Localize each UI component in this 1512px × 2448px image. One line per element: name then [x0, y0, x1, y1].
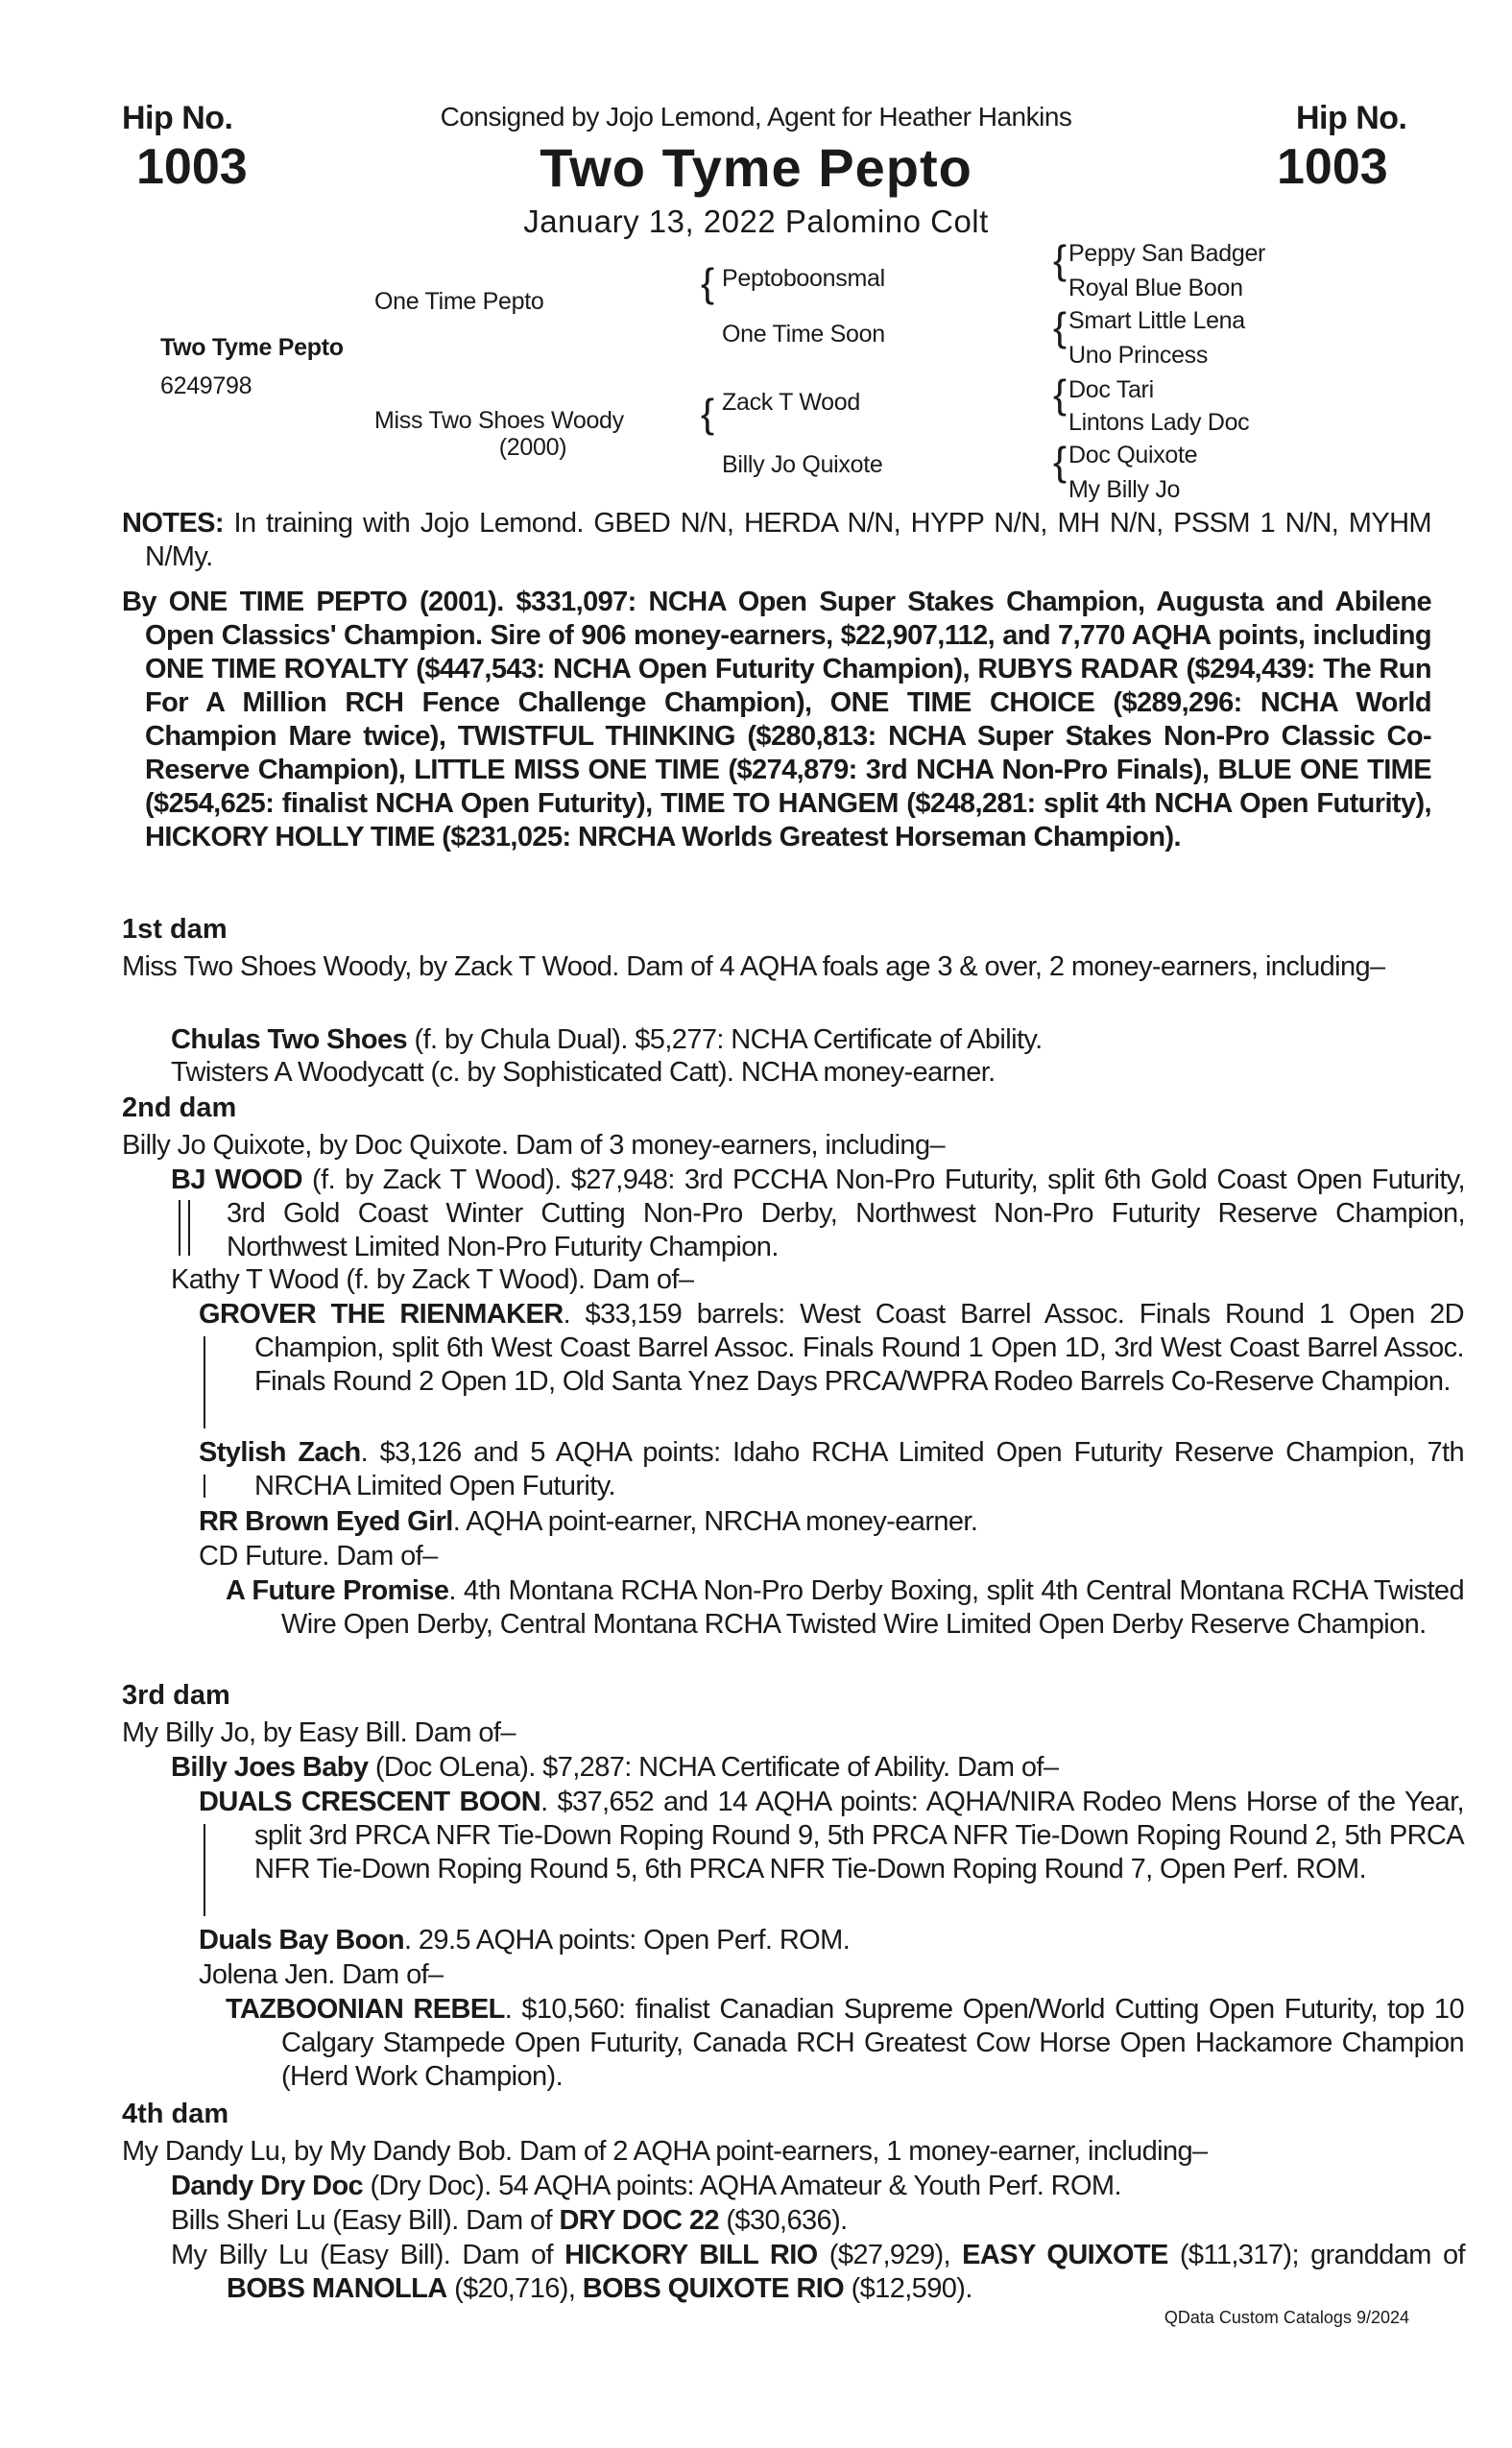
dandy-dry-doc-entry: [171, 2170, 1121, 2203]
chulas-two-shoes: Chulas Two Shoes: [171, 1024, 408, 1055]
duals-bay-boon-entry: [199, 1924, 850, 1957]
brace-g2: {: [1053, 304, 1068, 349]
chulas-two-shoes-text: (f. by Chula Dual). $5,277: NCHA Certificate of Ability.: [407, 1024, 1043, 1055]
duals-crescent-boon-text: . $37,652 and 14 AQHA points: AQHA/NIRA Rodeo Mens Horse of the Year, split 3rd PRCA NFR Tie-Down Roping Round 9, 5th PRCA NFR Tie-Down Roping Round 2, 5th PRCA NFR Tie-Down Roping Round 5, 6th PRCA NFR Tie-Down Roping Round 7, Open Perf. ROM.: [254, 1787, 1464, 1884]
bobs-manolla: BOBS MANOLLA: [227, 2273, 447, 2304]
rr-brown-eyed-girl-entry: [199, 1505, 977, 1539]
second-dam-heading: 2nd dam: [122, 1092, 237, 1123]
dry-doc-22-earnings: ($30,636).: [718, 2205, 848, 2236]
bj-wood-entry: [171, 1164, 1465, 1264]
first-dam-intro: Miss Two Shoes Woody, by Zack T Wood. Dam of 4 AQHA foals age 3 & over, 2 money-earners, including–: [122, 951, 1385, 982]
pedigree-g1: Peppy San Badger: [1068, 240, 1266, 267]
bobs-quixote-rio: BOBS QUIXOTE RIO: [582, 2273, 845, 2304]
pedigree-g2: Royal Blue Boon: [1068, 275, 1243, 301]
pedigree-g6: Lintons Lady Doc: [1068, 409, 1250, 436]
duals-bay-boon: Duals Bay Boon: [199, 1925, 404, 1956]
bills-sheri-lu-text: Bills Sheri Lu (Easy Bill). Dam of: [171, 2205, 560, 2236]
dandy-dry-doc-text: (Dry Doc). 54 AQHA points: AQHA Amateur & Youth Perf. ROM.: [363, 2171, 1121, 2201]
pedigree-registration: 6249798: [160, 372, 252, 399]
brace-sire-side: {: [701, 260, 715, 305]
notes-label: NOTES:: [122, 508, 224, 539]
pedigree-subject: Two Tyme Pepto: [160, 334, 344, 361]
brace-g1: {: [1053, 237, 1068, 282]
pedigree-dam: Miss Two Shoes Woody: [374, 407, 624, 434]
grover-text: . $33,159 barrels: West Coast Barrel Assoc. Finals Round 1 Open 2D Champion, split 6th West Coast Barrel Assoc. Finals Round 1 Open 1D, 3rd West Coast Barrel Assoc. Finals Round 2 Open 1D, Old Santa Ynez Days PRCA/WPRA Rodeo Barrels Co-Reserve Champion.: [254, 1299, 1464, 1397]
second-dam-intro: Billy Jo Quixote, by Doc Quixote. Dam of 3 money-earners, including–: [122, 1130, 945, 1161]
bobs-manolla-earnings: ($20,716),: [446, 2273, 583, 2304]
bobs-quixote-rio-earnings: ($12,590).: [844, 2273, 972, 2304]
a-future-promise-text: . 4th Montana RCHA Non-Pro Derby Boxing, split 4th Central Montana RCHA Twisted Wire Open Derby, Central Montana RCHA Twisted Wire Limited Open Derby Reserve Champion.: [281, 1575, 1464, 1640]
a-future-promise-entry: [226, 1574, 1464, 1642]
rr-brown-eyed-girl: RR Brown Eyed Girl: [199, 1506, 453, 1537]
jolena-jen: Jolena Jen. Dam of–: [199, 1959, 444, 1990]
kathy-t-wood: Kathy T Wood (f. by Zack T Wood). Dam of–: [171, 1264, 694, 1295]
notes-paragraph: [122, 507, 1431, 574]
billy-joes-baby-text: (Doc OLena). $7,287: NCHA Certificate of Ability. Dam of–: [368, 1752, 1059, 1783]
bj-wood-rule-1: [179, 1200, 180, 1256]
pedigree-g8: My Billy Jo: [1068, 476, 1181, 503]
my-billy-lu-text: My Billy Lu (Easy Bill). Dam of: [171, 2240, 565, 2270]
pedigree-g4: Uno Princess: [1068, 342, 1209, 369]
cd-future: CD Future. Dam of–: [199, 1541, 438, 1572]
bills-sheri-lu-entry: [171, 2204, 848, 2238]
pedigree-sire: One Time Pepto: [374, 288, 544, 315]
my-billy-lu-entry: [171, 2239, 1465, 2306]
pedigree-sire-sire: Peptoboonsmal: [722, 265, 885, 292]
consignor-line: Consigned by Jojo Lemond, Agent for Heather Hankins: [440, 102, 1072, 132]
duals-crescent-boon-rule: [204, 1824, 205, 1916]
tazboonian-rebel: TAZBOONIAN REBEL: [226, 1994, 505, 2025]
brace-g4: {: [1053, 439, 1068, 484]
third-dam-intro: My Billy Jo, by Easy Bill. Dam of–: [122, 1717, 516, 1748]
grover-the-rienmaker: GROVER THE RIENMAKER: [199, 1299, 564, 1330]
pedigree-g5: Doc Tari: [1068, 376, 1154, 403]
easy-quixote: EASY QUIXOTE: [962, 2240, 1168, 2270]
first-dam-produce-2: Twisters A Woodycatt (c. by Sophisticated Catt). NCHA money-earner.: [171, 1057, 996, 1088]
bj-wood-rule-2: [188, 1200, 190, 1256]
first-dam-heading: 1st dam: [122, 914, 228, 945]
tazboonian-rebel-entry: [226, 1993, 1464, 2094]
stylish-zach: Stylish Zach: [199, 1437, 361, 1468]
a-future-promise: A Future Promise: [226, 1575, 449, 1606]
stylish-zach-entry: [199, 1436, 1464, 1503]
notes-text: In training with Jojo Lemond. GBED N/N, HERDA N/N, HYPP N/N, MH N/N, PSSM 1 N/N, MYHM N/My.: [145, 508, 1431, 572]
pedigree-dam-sire: Zack T Wood: [722, 389, 860, 416]
pedigree-g3: Smart Little Lena: [1068, 307, 1245, 334]
sire-paragraph: By ONE TIME PEPTO (2001). $331,097: NCHA Open Super Stakes Champion, Augusta and Abilene Open Classics' Champion. Sire of 906 money-earners, $22,907,112, and 7,770 AQHA points, including ONE TIME ROYALTY ($447,543: NCHA Open Futurity Champion), RUBYS RADAR ($294,439: The Run For A Million RCH Fence Challenge Champion), ONE TIME CHOICE ($289,296: NCHA World Champion Mare twice), TWISTFUL THINKING ($280,813: NCHA Super Stakes Non-Pro Classic Co-Reserve Champion), LITTLE MISS ONE TIME ($274,879: 3rd NCHA Non-Pro Finals), BLUE ONE TIME ($254,625: finalist NCHA Open Futurity), TIME TO HANGEM ($248,281: split 4th NCHA Open Futurity), HICKORY HOLLY TIME ($231,025: NRCHA Worlds Greatest Horseman Champion).: [122, 587, 1431, 852]
foaling-info: January 13, 2022 Palomino Colt: [523, 204, 989, 239]
hip-label-right: Hip No.: [1296, 100, 1407, 136]
fourth-dam-intro: My Dandy Lu, by My Dandy Bob. Dam of 2 AQHA point-earners, 1 money-earner, including–: [122, 2136, 1208, 2167]
footer-credit: QData Custom Catalogs 9/2024: [1164, 2308, 1409, 2327]
third-dam-heading: 3rd dam: [122, 1680, 230, 1711]
pedigree-sire-dam: One Time Soon: [722, 321, 885, 348]
pedigree-dam-year: (2000): [498, 434, 567, 461]
stylish-zach-rule: [204, 1475, 205, 1498]
tazboonian-rebel-text: . $10,560: finalist Canadian Supreme Open/World Cutting Open Futurity, top 10 Calgary Stampede Open Futurity, Canada RCH Greatest Cow Horse Open Hackamore Champion (Herd Work Champion).: [281, 1994, 1464, 2092]
dry-doc-22: DRY DOC 22: [559, 2205, 719, 2236]
rr-brown-eyed-girl-text: . AQHA point-earner, NRCHA money-earner.: [452, 1506, 978, 1537]
brace-dam-side: {: [701, 391, 715, 436]
pedigree-dam-dam: Billy Jo Quixote: [722, 451, 883, 478]
horse-name: Two Tyme Pepto: [540, 137, 972, 198]
duals-crescent-boon-entry: [199, 1786, 1464, 1886]
easy-quixote-earnings: ($11,317); granddam of: [1167, 2240, 1465, 2270]
bj-wood: BJ WOOD: [171, 1164, 302, 1195]
fourth-dam-heading: 4th dam: [122, 2099, 229, 2129]
hickory-bill-rio-earnings: ($27,929),: [817, 2240, 963, 2270]
stylish-zach-text: . $3,126 and 5 AQHA points: Idaho RCHA Limited Open Futurity Reserve Champion, 7th NRCHA Limited Open Futurity.: [254, 1437, 1464, 1501]
duals-bay-boon-text: . 29.5 AQHA points: Open Perf. ROM.: [403, 1925, 851, 1956]
dandy-dry-doc: Dandy Dry Doc: [171, 2171, 364, 2201]
brace-g3: {: [1053, 372, 1068, 417]
duals-crescent-boon: DUALS CRESCENT BOON: [199, 1787, 541, 1817]
billy-joes-baby: Billy Joes Baby: [171, 1752, 369, 1783]
hip-number-left: 1003: [136, 139, 248, 195]
hickory-bill-rio: HICKORY BILL RIO: [564, 2240, 818, 2270]
pedigree-g7: Doc Quixote: [1068, 442, 1198, 468]
bj-wood-text: (f. by Zack T Wood). $27,948: 3rd PCCHA Non-Pro Futurity, split 6th Gold Coast Open Futurity, 3rd Gold Coast Winter Cutting Non-Pro Derby, Northwest Non-Pro Futurity Reserve Champion, Northwest Limited Non-Pro Futurity Champion.: [227, 1164, 1466, 1262]
hip-number-right: 1003: [1277, 139, 1388, 195]
grover-entry: [199, 1298, 1464, 1399]
grover-rule: [204, 1336, 205, 1428]
first-dam-produce-1: [171, 1023, 1043, 1057]
hip-label-left: Hip No.: [122, 100, 233, 136]
billy-joes-baby-entry: [171, 1751, 1058, 1785]
